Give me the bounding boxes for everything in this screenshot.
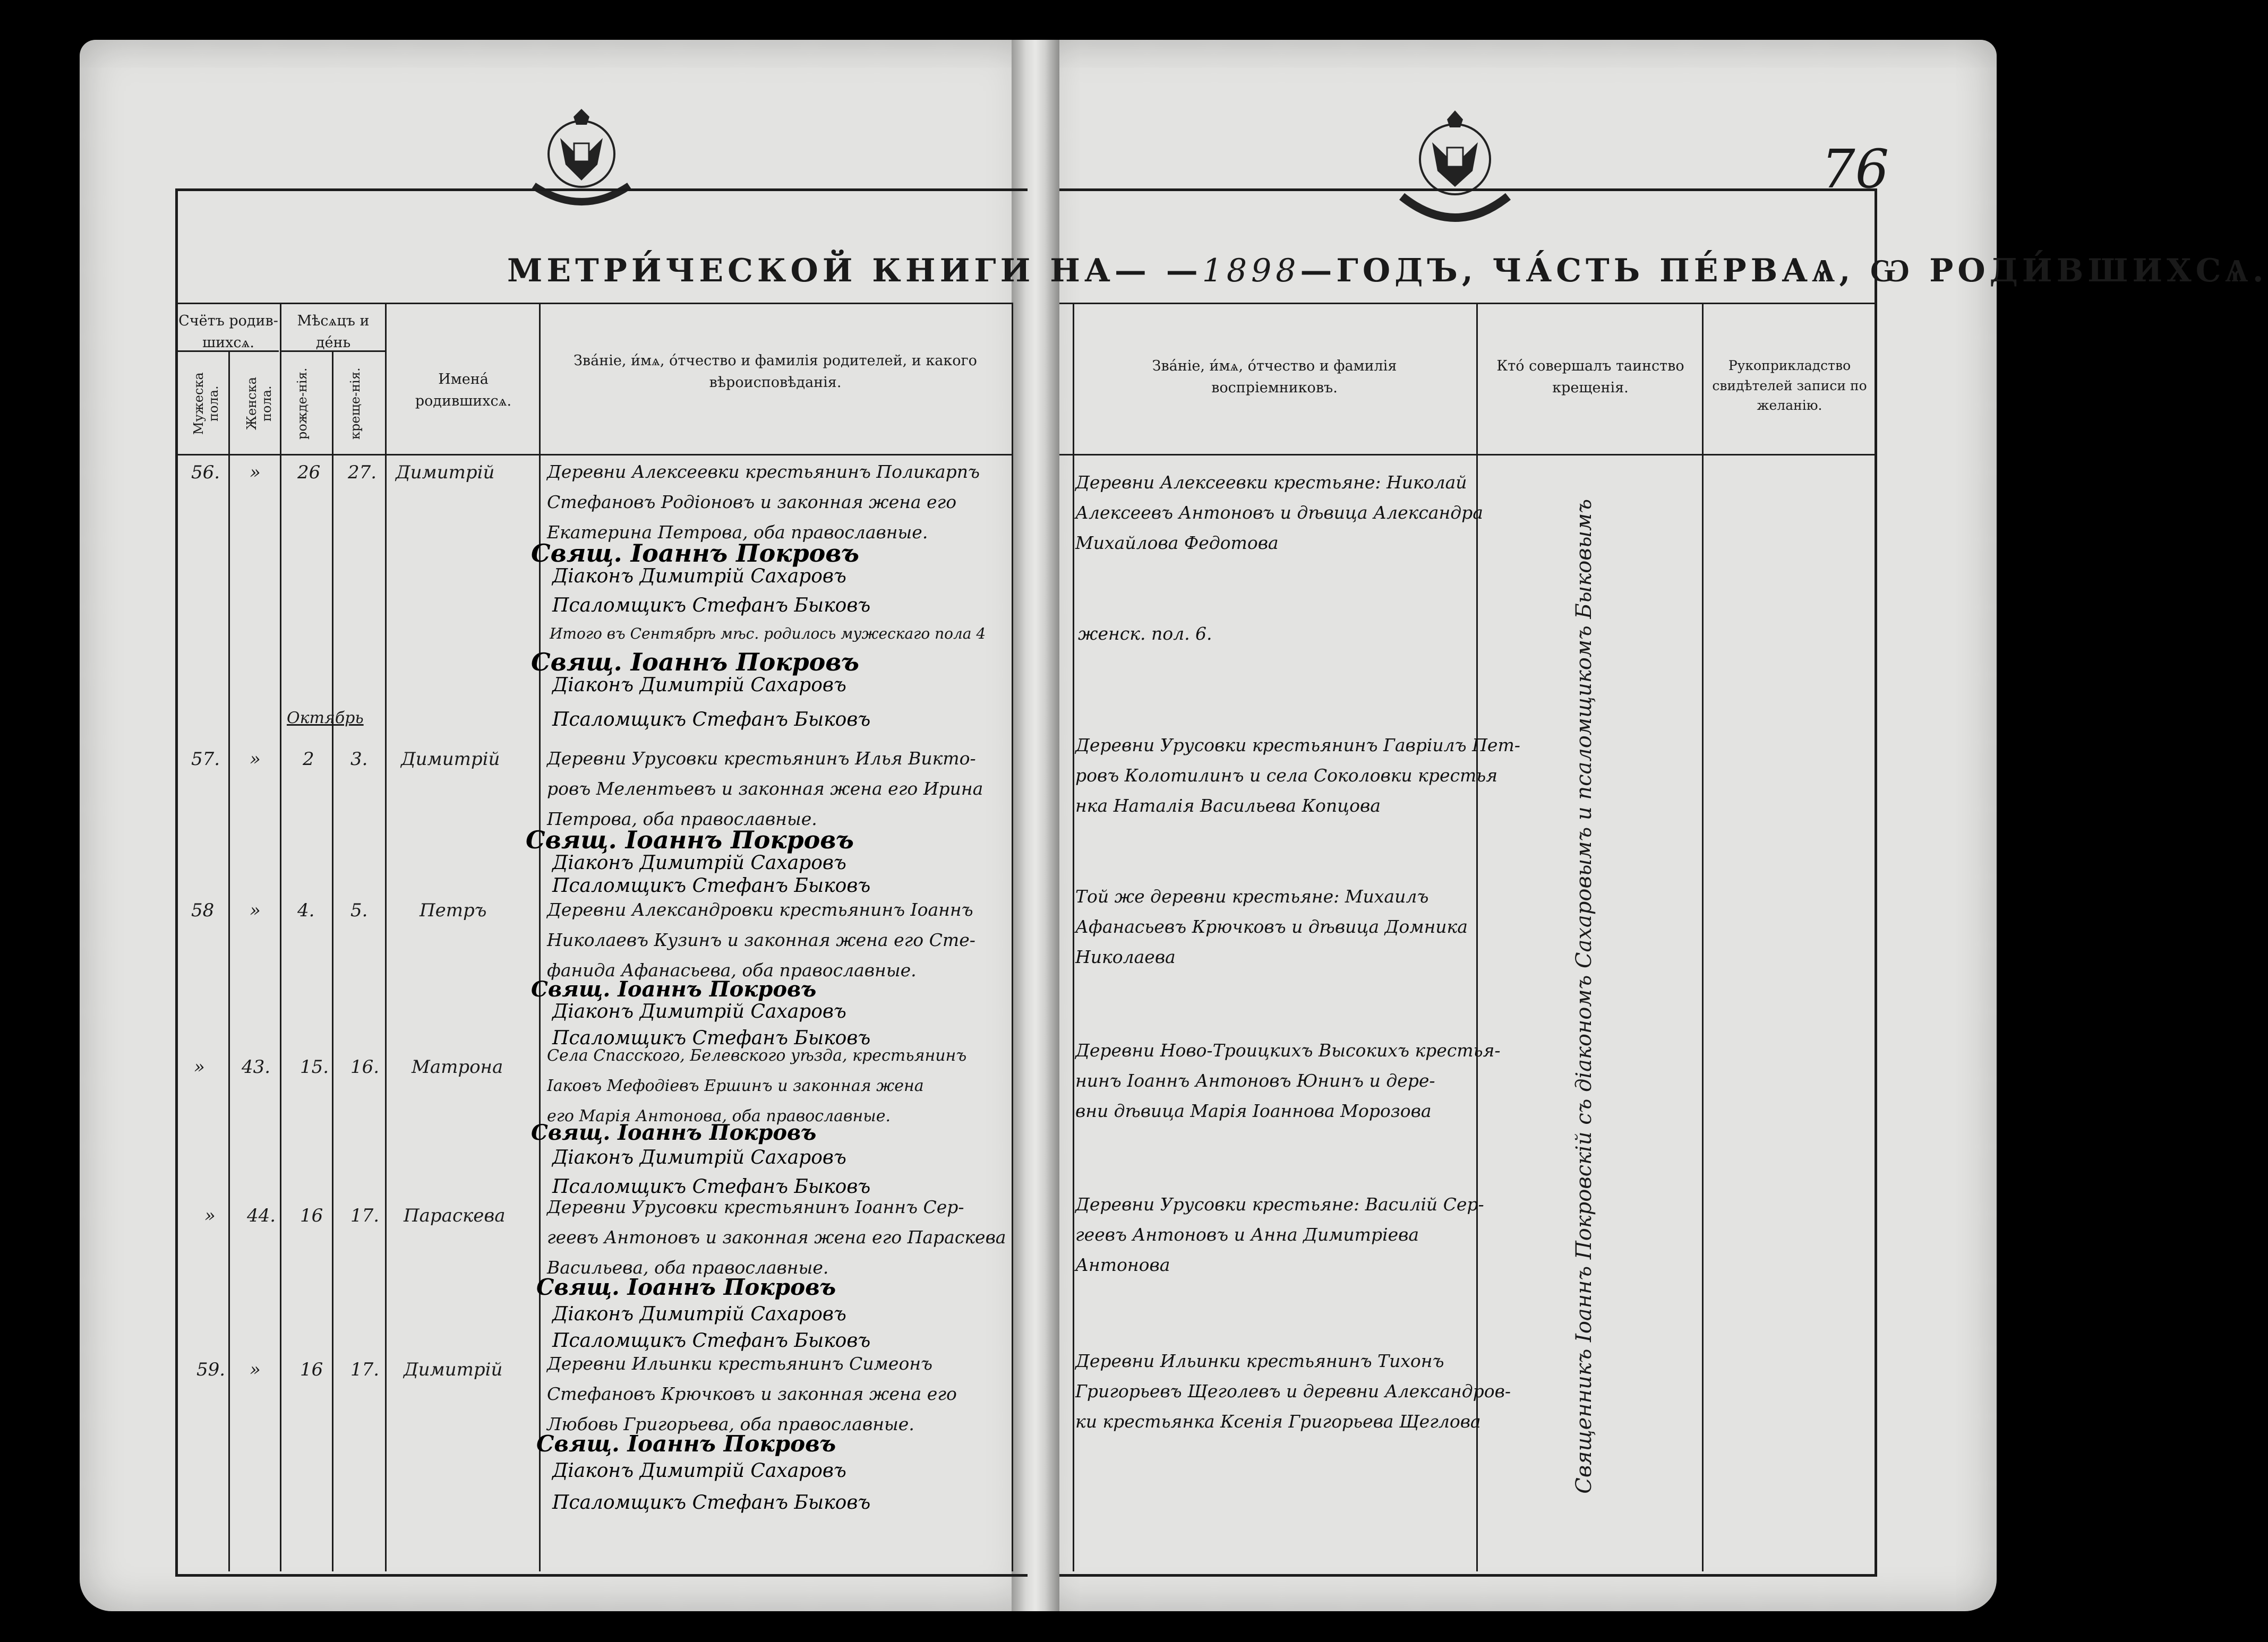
header-male: Мужеска пола.: [191, 372, 221, 435]
deacon-signature: Діаконъ Димитрій Сахаровъ: [552, 565, 846, 587]
col-line: [1073, 303, 1074, 1571]
psalmist-signature: Псаломщикъ Стефанъ Быковъ: [552, 595, 871, 616]
deacon-signature: Діаконъ Димитрій Сахаровъ: [552, 1460, 846, 1482]
entry-male-count: 57.: [191, 749, 220, 770]
entry-parents: Деревни Урусовки крестьянинъ Илья Викто- ровъ Мелентьевъ и законная жена его Ирина Петрова, оба православные.: [547, 748, 983, 829]
officiant-note: Священникъ Іоаннъ Покровскій съ діакономъ Сахаровымъ и псаломщикомъ Быковымъ: [1572, 499, 1596, 1494]
entry-parents: Села Спасского, Белевского уѣзда, крестьянинъ Іаковъ Мефодіевъ Ершинъ и законная жена его Марія Антонова, оба православные.: [547, 1046, 967, 1125]
psalmist-signature: Псаломщикъ Стефанъ Быковъ: [552, 1027, 871, 1049]
entry-born-day: 2: [303, 749, 314, 770]
entry-male-count: 56.: [191, 462, 220, 483]
priest-signature: Свящ. Іоаннъ Покровъ: [536, 1431, 836, 1457]
entry-baptized-day: 3.: [350, 749, 368, 770]
col-line: [1012, 303, 1013, 1571]
psalmist-signature: Псаломщикъ Стефанъ Быковъ: [552, 875, 871, 897]
entry-parents: Деревни Урусовки крестьянинъ Іоаннъ Сер- геевъ Антоновъ и законная жена его Параскева Васильева, оба православные.: [547, 1197, 1006, 1278]
deacon-signature: Діаконъ Димитрій Сахаровъ: [552, 1001, 846, 1022]
entry-child-name: Димитрій: [404, 1359, 503, 1380]
priest-signature: Свящ. Іоаннъ Покровъ: [536, 1274, 836, 1300]
entry-child-name: Петръ: [420, 900, 487, 921]
entry-child-name: Димитрій: [396, 462, 495, 483]
entry-female-count: 43.: [242, 1056, 271, 1078]
header-names: Имена́ родившихсѧ.: [415, 371, 512, 409]
col-line: [280, 303, 281, 1571]
entry-female-count: »: [250, 749, 261, 770]
monthly-total-note: Итого въ Сентябрѣ мѣс. родилось мужескаго пола 4: [550, 625, 986, 642]
col-line: [332, 350, 333, 1571]
priest-signature: Свящ. Іоаннъ Покровъ: [531, 977, 817, 1002]
title-prefix: МЕТРИ́ЧЕСКОЙ КНИГИ НА— —: [507, 252, 1202, 289]
psalmist-signature: Псаломщикъ Стефанъ Быковъ: [552, 1330, 871, 1352]
header-female: Женска пола.: [244, 377, 274, 430]
header-bottom-line-left: [175, 454, 1012, 455]
entry-baptized-day: 17.: [350, 1359, 380, 1380]
entry-female-count: »: [250, 462, 261, 483]
entry-female-count: 44.: [247, 1205, 276, 1226]
header-witnesses: Рукоприкладство свидѣтелей записи по желанію.: [1712, 358, 1867, 413]
entry-born-day: 16: [300, 1359, 323, 1380]
entry-male-count: »: [194, 1056, 205, 1078]
header-month: Мѣсѧцъ и де́нь: [297, 313, 370, 351]
entry-child-name: Матрона: [412, 1056, 503, 1078]
monthly-total-female: женск. пол. 6.: [1078, 623, 1212, 644]
psalmist-signature: Псаломщикъ Стефанъ Быковъ: [552, 1492, 871, 1514]
deacon-signature: Діаконъ Димитрій Сахаровъ: [552, 852, 846, 874]
header-officiant: Кто́ совершалъ таинство крещенія.: [1496, 358, 1684, 396]
entry-godparents: Деревни Ново-Троицкихъ Высокихъ крестья- нинъ Іоаннъ Антоновъ Юнинъ и дере- вни дѣвица Марія Іоаннова Морозова: [1075, 1040, 1501, 1121]
header-godparents: Зва́ніе, и́мѧ, о́тчество и фамилія воспріемниковъ.: [1152, 358, 1397, 396]
entry-born-day: 26: [297, 462, 321, 483]
col-line: [385, 303, 387, 1571]
month-label: Октябрь: [287, 709, 364, 727]
priest-signature: Свящ. Іоаннъ Покровъ: [531, 1120, 817, 1145]
entry-parents: Деревни Александровки крестьянинъ Іоаннъ Николаевъ Кузинъ и законная жена его Сте- фанида Афанасьева, оба православные.: [547, 899, 975, 981]
priest-signature: Свящ. Іоаннъ Покровъ: [526, 826, 854, 854]
entry-baptized-day: 17.: [350, 1205, 380, 1226]
page-number: 76: [1821, 138, 1889, 200]
entry-male-count: 58: [191, 900, 215, 921]
entry-born-day: 16: [300, 1205, 323, 1226]
header-count: Счётъ родив-шихсѧ.: [178, 313, 278, 351]
entry-born-day: 4.: [297, 900, 315, 921]
entry-female-count: »: [250, 1359, 261, 1380]
psalmist-signature: Псаломщикъ Стефанъ Быковъ: [552, 1176, 871, 1198]
entry-male-count: »: [204, 1205, 216, 1226]
priest-signature: Свящ. Іоаннъ Покровъ: [531, 539, 859, 568]
register-title: [507, 252, 2268, 289]
entry-godparents: Деревни Урусовки крестьяне: Василій Сер- геевъ Антоновъ и Анна Димитріева Антонова: [1075, 1194, 1484, 1275]
entry-child-name: Параскева: [404, 1205, 506, 1226]
entry-baptized-day: 5.: [350, 900, 368, 921]
entry-baptized-day: 27.: [348, 462, 377, 483]
header-top-line-left: [175, 303, 1012, 304]
header-baptized: креще-нія.: [348, 367, 363, 440]
entry-child-name: Димитрій: [401, 749, 500, 770]
header-top-line-right: [1059, 303, 1875, 304]
header-bottom-line-right: [1059, 454, 1875, 455]
entry-born-day: 15.: [300, 1056, 329, 1078]
col-line: [228, 350, 230, 1571]
entry-godparents: Той же деревни крестьяне: Михаилъ Афанасьевъ Крючковъ и дѣвица Домника Николаева: [1075, 886, 1468, 967]
col-line: [1702, 303, 1704, 1571]
entry-baptized-day: 16.: [350, 1056, 380, 1078]
title-year: 1898: [1202, 252, 1300, 289]
deacon-signature: Діаконъ Димитрій Сахаровъ: [552, 1303, 846, 1325]
psalmist-signature: Псаломщикъ Стефанъ Быковъ: [552, 709, 871, 730]
entry-godparents: Деревни Ильинки крестьянинъ Тихонъ Григорьевъ Щеголевъ и деревни Александров- ки крестьянка Ксенія Григорьева Щеглова: [1075, 1351, 1511, 1432]
entry-parents: Деревни Ильинки крестьянинъ Симеонъ Стефановъ Крючковъ и законная жена его Любовь Григорьева, оба православные.: [547, 1353, 957, 1434]
priest-signature: Свящ. Іоаннъ Покровъ: [531, 648, 859, 676]
entry-godparents: Деревни Урусовки крестьянинъ Гавріилъ Пет- ровъ Колотилинъ и села Соколовки крестья нка Наталія Васильева Копцова: [1075, 735, 1520, 816]
entry-parents: Деревни Алексеевки крестьянинъ Поликарпъ Стефановъ Родіоновъ и законная жена его Екатерина Петрова, оба православные.: [547, 461, 980, 543]
deacon-signature: Діаконъ Димитрій Сахаровъ: [552, 1147, 846, 1168]
entry-godparents: Деревни Алексеевки крестьяне: Николай Алексеевъ Антоновъ и дѣвица Александра Михайлова Федотова: [1075, 472, 1483, 553]
entry-female-count: »: [250, 900, 261, 921]
entry-male-count: 59.: [196, 1359, 226, 1380]
header-born: рожде-нія.: [295, 367, 310, 440]
col-line: [539, 303, 541, 1571]
deacon-signature: Діаконъ Димитрій Сахаровъ: [552, 674, 846, 696]
header-parents: Зва́ніе, и́мѧ, о́тчество и фамилія родителей, и какого вѣроисповѣданія.: [574, 353, 977, 391]
title-suffix: —ГОДЪ, ЧА́СТЬ ПЕ́РВАѦ, Ѡ РОДИ́ВШИХСѦ.: [1300, 252, 2268, 289]
